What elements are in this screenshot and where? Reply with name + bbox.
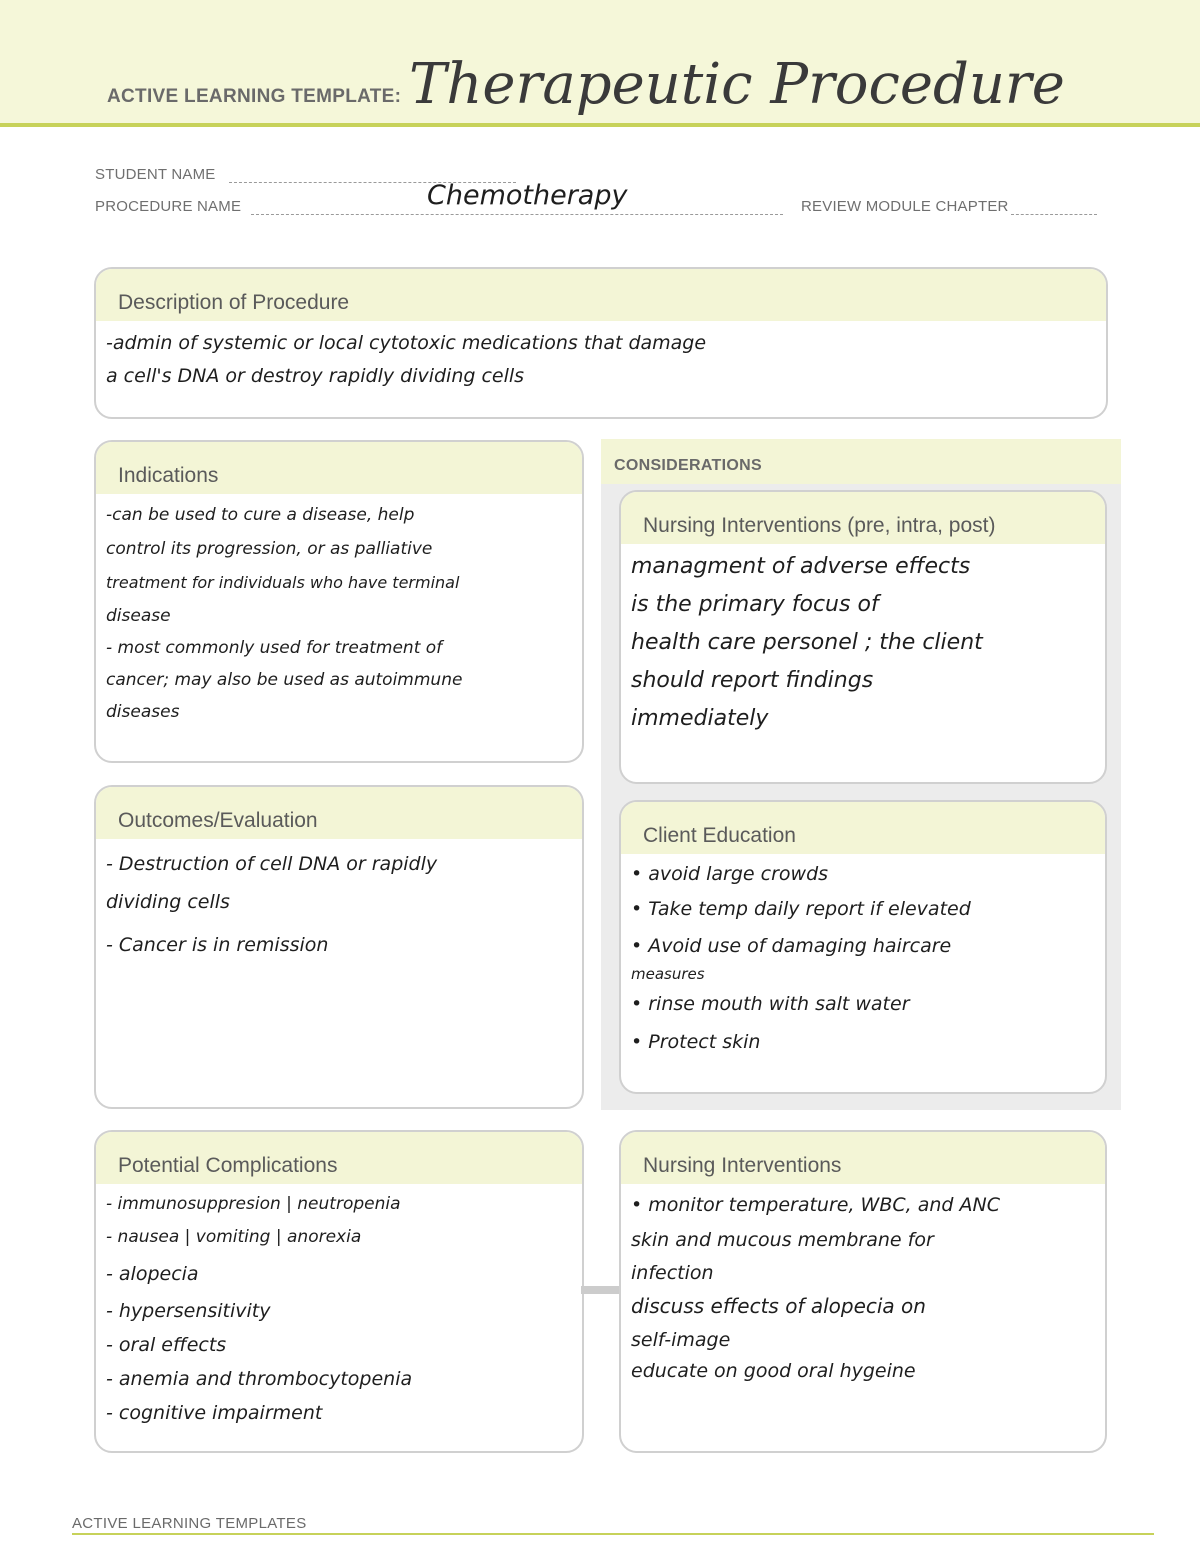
nursing-interventions-line[interactable]: infection xyxy=(631,1262,714,1284)
nursing-interventions-pre-line[interactable]: managment of adverse effects xyxy=(631,554,971,579)
nursing-interventions-line[interactable]: educate on good oral hygeine xyxy=(631,1360,916,1382)
description-heading: Description of Procedure xyxy=(96,269,1106,321)
nursing-interventions-pre-line[interactable]: is the primary focus of xyxy=(631,592,879,617)
review-module-field[interactable] xyxy=(1011,214,1097,215)
outcomes-line[interactable]: dividing cells xyxy=(106,891,230,913)
client-education-line[interactable]: • avoid large crowds xyxy=(631,863,829,885)
client-education-line[interactable]: • Avoid use of damaging haircare xyxy=(631,935,952,957)
client-education-line[interactable]: measures xyxy=(631,965,705,983)
complications-line[interactable]: - alopecia xyxy=(106,1263,199,1285)
nursing-interventions-pre-heading: Nursing Interventions (pre, intra, post) xyxy=(621,492,1105,544)
indications-line[interactable]: cancer; may also be used as autoimmune xyxy=(106,670,463,690)
outcomes-line[interactable]: - Destruction of cell DNA or rapidly xyxy=(106,853,438,875)
outcomes-box xyxy=(94,785,584,1109)
indications-line[interactable]: control its progression, or as palliative xyxy=(106,539,433,559)
footer-label: ACTIVE LEARNING TEMPLATES xyxy=(72,1515,307,1532)
complications-box xyxy=(94,1130,584,1453)
nursing-interventions-heading: Nursing Interventions xyxy=(621,1132,1105,1184)
complications-line[interactable]: - anemia and thrombocytopenia xyxy=(106,1368,413,1390)
nursing-interventions-box xyxy=(619,1130,1107,1453)
complications-line[interactable]: - hypersensitivity xyxy=(106,1300,271,1322)
client-education-line[interactable]: • Take temp daily report if elevated xyxy=(631,898,971,920)
review-module-label: REVIEW MODULE CHAPTER xyxy=(801,198,1009,215)
connector-bar xyxy=(581,1286,622,1294)
nursing-interventions-pre-line[interactable]: health care personel ; the client xyxy=(631,630,983,655)
nursing-interventions-line[interactable]: self-image xyxy=(631,1329,731,1351)
indications-box xyxy=(94,440,584,763)
nursing-interventions-pre-line[interactable]: immediately xyxy=(631,706,769,731)
complications-line[interactable]: - nausea | vomiting | anorexia xyxy=(106,1227,362,1247)
client-education-line[interactable]: • Protect skin xyxy=(631,1031,761,1053)
procedure-name-field[interactable] xyxy=(251,180,783,215)
indications-line[interactable]: disease xyxy=(106,606,171,626)
nursing-interventions-line[interactable]: • monitor temperature, WBC, and ANC xyxy=(631,1194,1000,1216)
procedure-name-label: PROCEDURE NAME xyxy=(95,198,242,215)
student-name-label: STUDENT NAME xyxy=(95,166,216,183)
client-education-line[interactable]: • rinse mouth with salt water xyxy=(631,993,910,1015)
nursing-interventions-line[interactable]: discuss effects of alopecia on xyxy=(631,1294,926,1318)
description-line[interactable]: -admin of systemic or local cytotoxic medications that damage xyxy=(106,332,707,354)
complications-line[interactable]: - immunosuppresion | neutropenia xyxy=(106,1194,401,1214)
description-box xyxy=(94,267,1108,419)
nursing-interventions-pre-line[interactable]: should report findings xyxy=(631,668,874,693)
header-divider xyxy=(0,123,1200,127)
template-label: ACTIVE LEARNING TEMPLATE: xyxy=(107,86,402,107)
page-title: Therapeutic Procedure xyxy=(409,52,1065,117)
nursing-interventions-pre-box xyxy=(619,490,1107,784)
nursing-interventions-line[interactable]: skin and mucous membrane for xyxy=(631,1229,934,1251)
indications-line[interactable]: treatment for individuals who have terminal xyxy=(106,573,460,592)
complications-line[interactable]: - cognitive impairment xyxy=(106,1402,323,1424)
indications-line[interactable]: - most commonly used for treatment of xyxy=(106,638,443,658)
indications-line[interactable]: -can be used to cure a disease, help xyxy=(106,505,415,525)
complications-heading: Potential Complications xyxy=(96,1132,582,1184)
indications-heading: Indications xyxy=(96,442,582,494)
complications-line[interactable]: - oral effects xyxy=(106,1334,227,1356)
footer-divider xyxy=(72,1533,1154,1535)
indications-line[interactable]: diseases xyxy=(106,702,180,722)
outcomes-heading: Outcomes/Evaluation xyxy=(96,787,582,839)
description-line[interactable]: a cell's DNA or destroy rapidly dividing cells xyxy=(106,365,525,387)
outcomes-line[interactable]: - Cancer is in remission xyxy=(106,934,329,956)
procedure-name-value: Chemotherapy xyxy=(427,180,628,211)
considerations-label: CONSIDERATIONS xyxy=(614,457,762,474)
client-education-box xyxy=(619,800,1107,1094)
client-education-heading: Client Education xyxy=(621,802,1105,854)
